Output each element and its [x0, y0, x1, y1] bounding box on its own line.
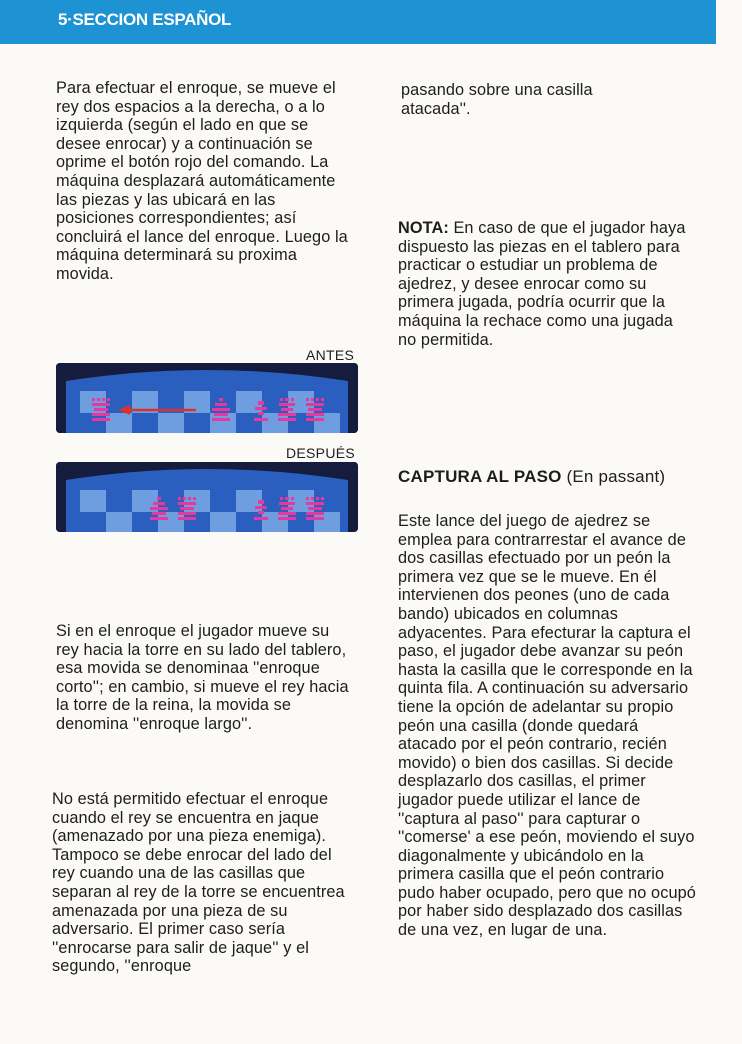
board-after-svg: [56, 462, 358, 532]
castling-restrictions-paragraph: No está permitido efectuar el enroque cuando el rey se encuentra en jaque (amenazado por una pieza enemiga). Tampoco se debe enrocar del lado del rey cuando una de las casillas que separan al rey de la torre se encuentrea amenazada por una pieza de su adversario. El primer caso sería ''enrocarse para salir de jaque'' y el segundo, ''enroque: [52, 790, 345, 976]
short-long-castling-paragraph: Si en el enroque el jugador mueve su rey hacia la torre en su lado del tablero, esa movida se denominaa ''enroque corto''; en cambio, si mueve el rey hacia la torre de la reina, la movida se denomina ''enroque largo''.: [56, 622, 349, 733]
figure-before-label: ANTES: [306, 347, 355, 363]
header-bar: [0, 0, 716, 44]
en-passant-paragraph: Este lance del juego de ajedrez se emplea para contrarrestar el avance de dos casillas efectuado por un peón la primera vez que se le mueve. En él intervienen dos peones (uno de cada bando) ubicados en columnas adyacentes. Para efecturar la captura el paso, el jugador debe avanzar su peón hasta la casilla que le corresponde en la quinta fila. A continuación su adversario tiene la opción de adelantar su propio peón una casilla (donde quedará atacado por el peón contrario, recién movido) o bien dos casillas. Si decide desplazarlo dos casillas, el primer jugador puede utilizar el lance de ''captura al paso'' para capturar o ''comerse' a ese peón, moviendo el suyo diagonalmente y ubicándolo en la primera casilla que el peón contrario pudo haber ocupado, pero que no ocupó por haber sido desplazado dos casillas de una vez, en lugar de una.: [398, 512, 696, 940]
figure-after-label: DESPUÉS: [286, 445, 356, 461]
board-after-castling: [56, 462, 358, 532]
note-paragraph: [398, 219, 692, 349]
continued-paragraph: pasando sobre una casilla atacada''.: [401, 81, 593, 118]
note-text: En caso de que el jugador haya dispuesto las piezas en el tablero para practicar o estudiar un problema de ajedrez, y desee enrocar como su primera jugada, podría ocurrir que la máquina la rechace como una jugada no permitida.: [398, 219, 686, 349]
en-passant-heading-main: CAPTURA AL PASO: [398, 467, 562, 486]
en-passant-heading-sub: (En passant): [561, 467, 666, 486]
section-title: 5·SECCION ESPAÑOL: [58, 10, 232, 29]
board-before-castling: [56, 363, 358, 433]
castling-instructions-paragraph: Para efectuar el enroque, se mueve el rey dos espacios a la derecha, o a lo izquierda (según el lado en que se desee enrocar) y a continuación se oprime el botón rojo del comando. La máquina desplazará automáticamente las piezas y las ubicará en las posiciones correspondientes; así concluirá el lance del enroque. Luego la máquina determinará su proxima movida.: [56, 79, 348, 283]
en-passant-heading: [398, 467, 665, 487]
board-before-svg: [56, 363, 358, 433]
note-label: NOTA:: [398, 219, 449, 237]
